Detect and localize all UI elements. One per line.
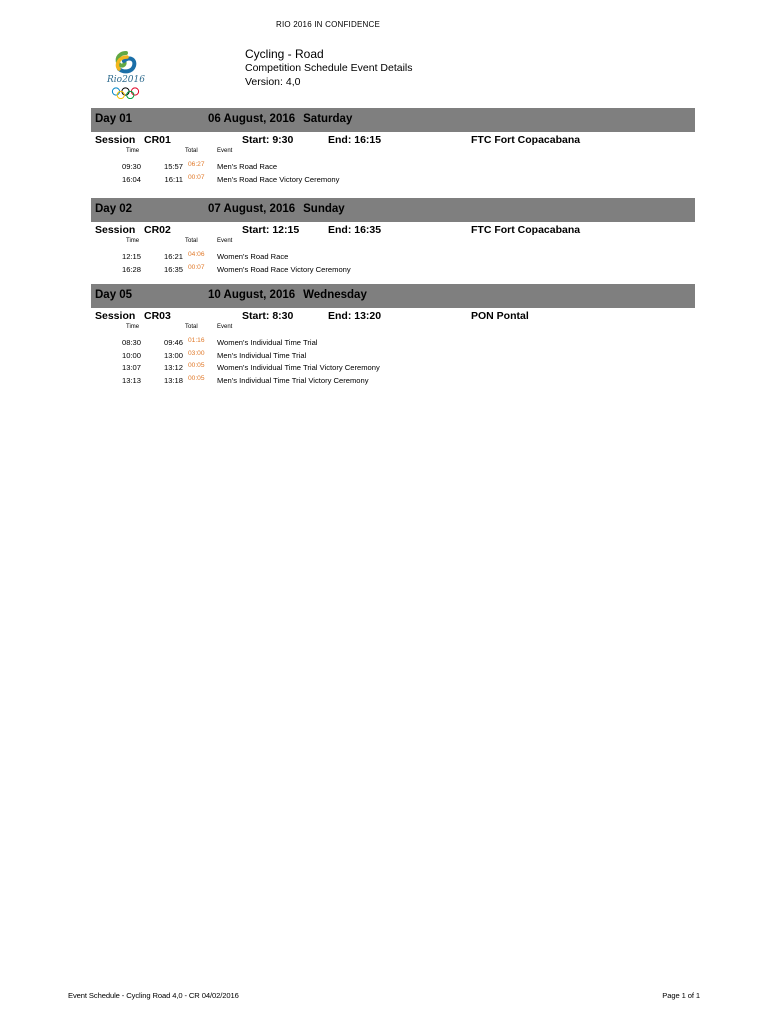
event-time: 10:00 <box>121 350 141 360</box>
event-time: 13:13 <box>121 375 141 385</box>
column-header-event: Event <box>217 148 233 154</box>
event-row <box>91 264 695 277</box>
day-number: Day 02 <box>95 203 133 215</box>
event-list <box>91 337 695 387</box>
event-total: 09:46 <box>163 338 183 347</box>
column-header-total: Total <box>185 324 198 330</box>
column-header-event: Event <box>217 324 233 330</box>
column-header-total: Total <box>185 238 198 244</box>
event-name: Women's Individual Time Trial <box>217 338 318 347</box>
session-venue: FTC Fort Copacabana <box>471 224 581 236</box>
document-title-block <box>245 47 413 89</box>
day-number: Day 01 <box>95 113 133 125</box>
event-row <box>91 350 695 363</box>
logo-wordmark: Rio2016 <box>107 75 145 85</box>
event-name: Women's Individual Time Trial Victory Ceremony <box>217 363 380 372</box>
event-duration: 00:05 <box>188 374 205 382</box>
column-headers <box>91 147 695 158</box>
event-total: 16:35 <box>163 264 183 274</box>
session-row <box>91 222 695 237</box>
event-row <box>91 375 695 388</box>
session-start: Start: 8:30 <box>242 310 294 322</box>
event-name: Women's Road Race <box>217 252 289 261</box>
event-duration: 00:05 <box>188 362 205 369</box>
footer-document-info: Event Schedule - Cycling Road 4,0 - CR 04/02/2016 <box>68 991 239 1000</box>
column-header-total: Total <box>185 148 198 154</box>
event-duration: 00:07 <box>188 263 205 271</box>
day-weekday: Wednesday <box>303 289 367 301</box>
day-header-bar <box>91 198 695 222</box>
session-end: End: 13:20 <box>328 310 382 322</box>
event-total: 13:12 <box>163 363 183 372</box>
session-start: Start: 9:30 <box>242 134 294 146</box>
day-header-bar <box>91 108 695 132</box>
session-code: CR02 <box>144 224 171 236</box>
column-headers <box>91 237 695 248</box>
event-row <box>91 362 695 375</box>
event-time: 16:04 <box>121 174 141 184</box>
event-total: 13:18 <box>163 375 183 385</box>
session-end: End: 16:35 <box>328 224 382 236</box>
day-header-bar <box>91 284 695 308</box>
session-label: Session <box>95 310 136 322</box>
event-list <box>91 251 695 276</box>
rio2016-emblem-icon <box>103 50 149 78</box>
event-name: Women's Road Race Victory Ceremony <box>217 264 351 274</box>
event-time: 13:07 <box>121 363 141 372</box>
document-subtitle: Competition Schedule Event Details <box>245 62 413 74</box>
day-section <box>91 108 695 186</box>
event-name: Men's Road Race Victory Ceremony <box>217 174 340 184</box>
session-end: End: 16:15 <box>328 134 382 146</box>
version-label: Version: 4,0 <box>245 76 301 88</box>
event-time: 16:28 <box>121 264 141 274</box>
column-header-time: Time <box>126 148 140 154</box>
column-header-event: Event <box>217 238 233 244</box>
day-date-group <box>208 203 345 215</box>
sport-title: Cycling - Road <box>245 47 324 61</box>
day-date: 10 August, 2016 <box>208 289 296 301</box>
event-row <box>91 161 695 174</box>
day-date: 07 August, 2016 <box>208 203 296 215</box>
column-header-time: Time <box>126 324 140 330</box>
event-row <box>91 174 695 187</box>
event-list <box>91 161 695 186</box>
day-number: Day 05 <box>95 289 133 301</box>
confidentiality-banner: RIO 2016 IN CONFIDENCE <box>276 20 380 29</box>
event-total: 16:11 <box>164 174 183 184</box>
event-duration: 06:27 <box>188 161 205 168</box>
footer-page-number: Page 1 of 1 <box>662 991 700 1000</box>
day-weekday: Saturday <box>303 113 353 125</box>
event-time: 09:30 <box>121 162 141 171</box>
session-row <box>91 132 695 147</box>
session-label: Session <box>95 134 136 146</box>
day-date: 06 August, 2016 <box>208 113 296 125</box>
session-row <box>91 308 695 323</box>
column-headers <box>91 323 695 334</box>
event-total: 13:00 <box>163 350 183 360</box>
event-time: 12:15 <box>121 252 141 261</box>
event-name: Men's Individual Time Trial <box>217 350 307 360</box>
rio2016-logo <box>103 50 149 100</box>
event-name: Men's Individual Time Trial Victory Ceremony <box>217 375 369 385</box>
event-total: 15:57 <box>163 162 183 171</box>
session-venue: PON Pontal <box>471 310 529 322</box>
event-name: Men's Road Race <box>217 162 278 171</box>
event-total: 16:21 <box>163 252 183 261</box>
session-label: Session <box>95 224 136 236</box>
column-header-time: Time <box>126 238 140 244</box>
event-duration: 03:00 <box>188 349 205 357</box>
event-duration: 00:07 <box>188 173 205 181</box>
session-start: Start: 12:15 <box>242 224 300 236</box>
event-row <box>91 337 695 350</box>
event-duration: 04:06 <box>188 251 205 258</box>
day-section <box>91 284 695 387</box>
day-date-group <box>208 113 352 125</box>
session-code: CR01 <box>144 134 171 146</box>
day-weekday: Sunday <box>303 203 345 215</box>
olympic-rings-icon <box>103 87 149 99</box>
session-venue: FTC Fort Copacabana <box>471 134 581 146</box>
event-duration: 01:16 <box>188 337 205 344</box>
day-section <box>91 198 695 276</box>
day-date-group <box>208 289 367 301</box>
event-row <box>91 251 695 264</box>
event-time: 08:30 <box>121 338 141 347</box>
session-code: CR03 <box>144 310 171 322</box>
